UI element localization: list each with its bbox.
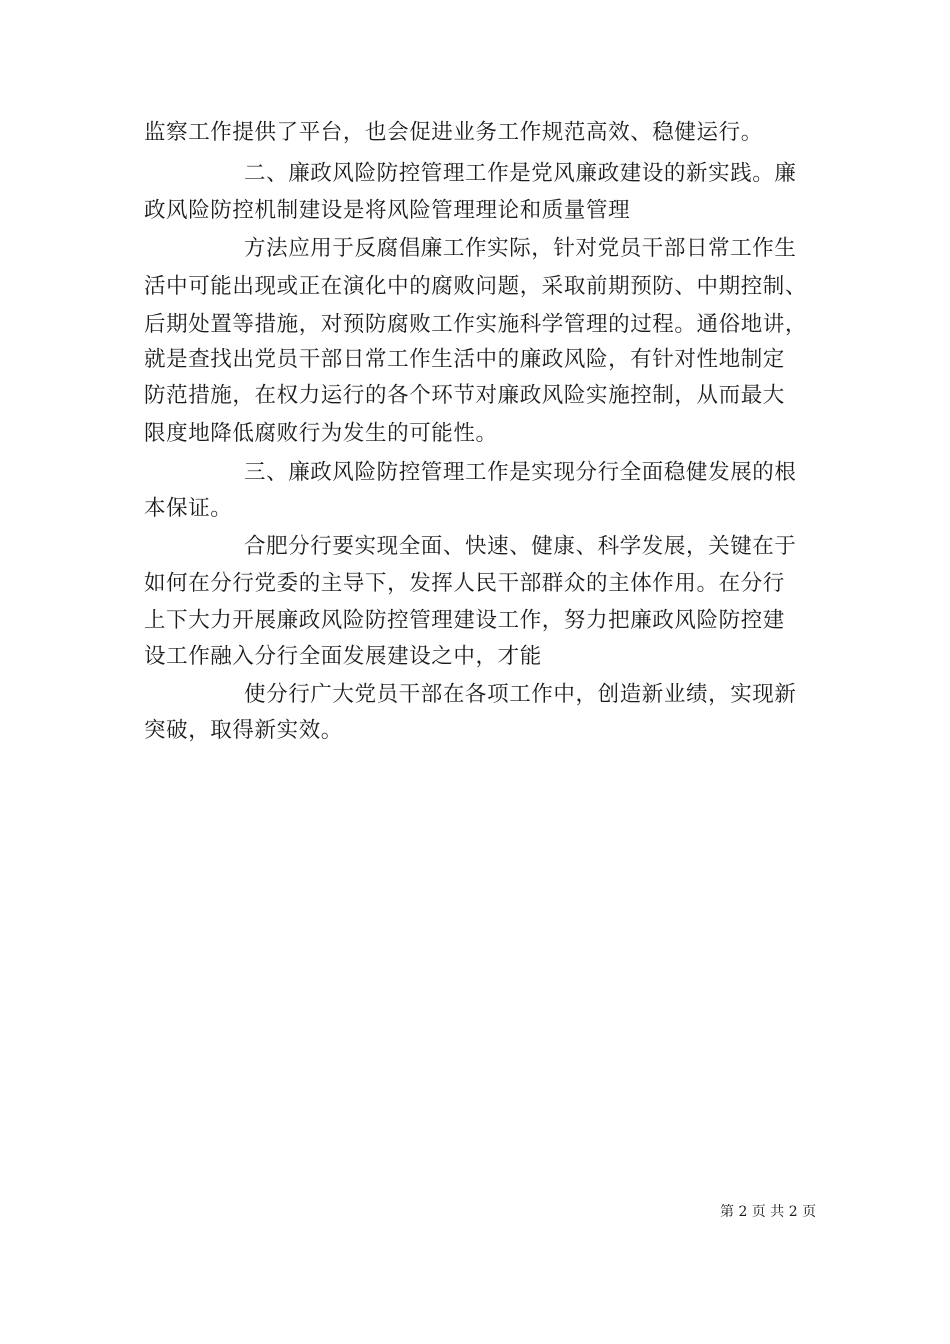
body-line-10: 三、廉政风险防控管理工作是实现分行全面稳健发展的根 (244, 460, 797, 485)
page-number-footer: 第 2 页 共 2 页 (720, 1204, 817, 1220)
body-line-6: 后期处置等措施，对预防腐败工作实施科学管理的过程。通俗地讲， (144, 312, 808, 337)
body-line-9: 限度地降低腐败行为发生的可能性。 (144, 421, 498, 446)
body-line-7: 就是查找出党员干部日常工作生活中的廉政风险，有针对性地制定 (144, 347, 785, 372)
body-line-4: 方法应用于反腐倡廉工作实际，针对党员干部日常工作生 (244, 236, 797, 261)
body-line-11: 本保证。 (144, 496, 233, 521)
body-line-2: 二、廉政风险防控管理工作是党风廉政建设的新实践。廉 (244, 161, 797, 186)
body-line-5: 活中可能出现或正在演化中的腐败问题，采取前期预防、中期控制、 (144, 274, 808, 299)
body-line-16: 使分行广大党员干部在各项工作中，创造新业绩，实现新 (244, 682, 797, 707)
body-line-8: 防范措施，在权力运行的各个环节对廉政风险实施控制，从而最大 (144, 383, 785, 408)
body-line-12: 合肥分行要实现全面、快速、健康、科学发展，关键在于 (244, 534, 797, 559)
body-line-14: 上下大力开展廉政风险防控管理建设工作，努力把廉政风险防控建 (144, 608, 785, 633)
body-line-15: 设工作融入分行全面发展建设之中，才能 (144, 644, 542, 669)
body-line-13: 如何在分行党委的主导下，发挥人民干部群众的主体作用。在分行 (144, 571, 785, 596)
body-line-3: 政风险防控机制建设是将风险管理理论和质量管理 (144, 198, 631, 223)
body-line-1: 监察工作提供了平台，也会促进业务工作规范高效、稳健运行。 (144, 120, 763, 145)
body-line-17: 突破，取得新实效。 (144, 718, 343, 743)
